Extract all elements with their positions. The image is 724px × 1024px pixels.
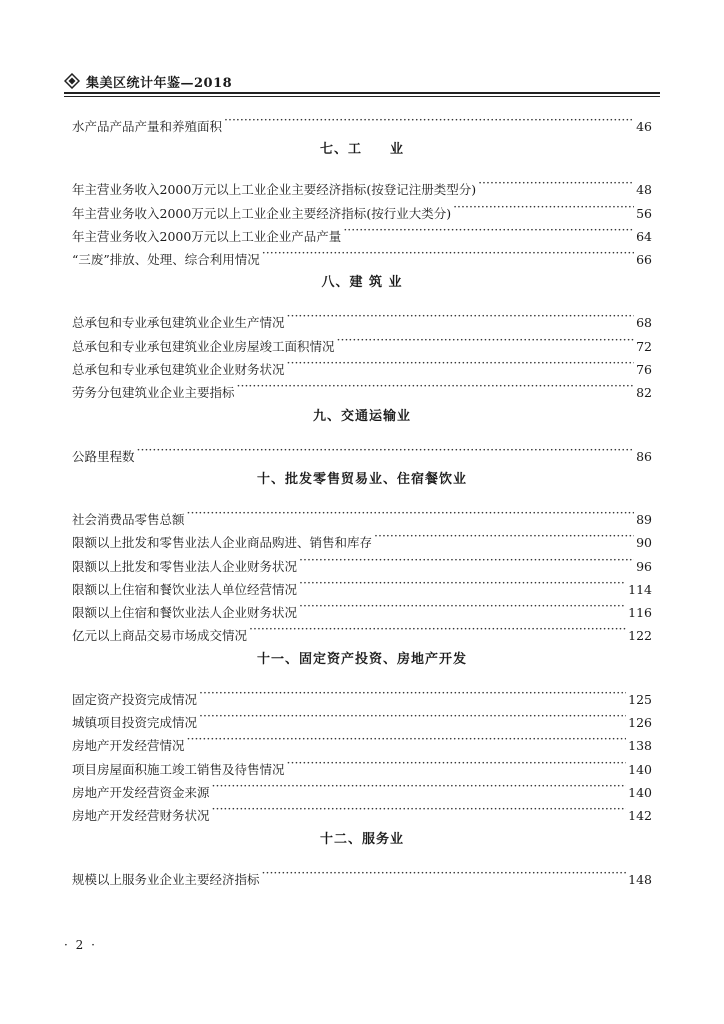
table-of-contents — [72, 108, 652, 887]
dot-leader — [343, 218, 634, 241]
toc-entry[interactable] — [72, 861, 652, 887]
toc-entry-page: 56 — [636, 205, 652, 221]
toc-entry-page: 148 — [628, 871, 652, 887]
section-heading: 九、交通运输业 — [312, 408, 411, 424]
toc-entry-label: 劳务分包建筑业企业主要指标 — [72, 385, 235, 401]
toc-entry-page: 140 — [628, 784, 652, 800]
toc-entry-label: 社会消费品零售总额 — [72, 511, 185, 527]
dot-leader — [478, 171, 634, 194]
diamond-logo-icon — [64, 73, 80, 89]
dot-leader — [287, 751, 627, 774]
toc-entry-label: 亿元以上商品交易市场成交情况 — [72, 628, 248, 644]
toc-entry[interactable] — [72, 108, 652, 134]
section-heading: 十、批发零售贸易业、住宿餐饮业 — [256, 471, 467, 487]
toc-entry-label: 总承包和专业承包建筑业企业生产情况 — [72, 315, 285, 331]
header-rule — [64, 92, 660, 94]
toc-entry-page: 72 — [636, 338, 652, 354]
dot-leader — [299, 571, 626, 594]
toc-entry-label: 水产品产品产量和养殖面积 — [72, 119, 223, 134]
section-heading: 八、建 筑 业 — [321, 275, 403, 291]
toc-entry-page: 90 — [636, 535, 652, 551]
page-header — [64, 70, 660, 92]
toc-entry-page: 86 — [636, 448, 652, 464]
dot-leader — [299, 594, 626, 617]
toc-entry-page: 46 — [636, 119, 652, 134]
page-number: · 2 · — [64, 938, 97, 952]
dot-leader — [287, 351, 635, 374]
dot-leader — [453, 195, 634, 218]
toc-entry-label: 项目房屋面积施工竣工销售及待售情况 — [72, 761, 285, 777]
toc-entry-label: 房地产开发经营情况 — [72, 738, 185, 754]
toc-entry-page: 142 — [628, 808, 652, 824]
header-rule-thin — [64, 96, 660, 97]
dot-leader — [187, 727, 627, 750]
toc-entry-page: 125 — [628, 691, 652, 707]
dot-leader — [199, 681, 626, 704]
toc-entry-label: 总承包和专业承包建筑业企业房屋竣工面积情况 — [72, 338, 335, 354]
toc-entry-label: 固定资产投资完成情况 — [72, 691, 198, 707]
toc-entry-label: 公路里程数 — [72, 448, 135, 464]
toc-entry-page: 64 — [636, 228, 652, 244]
dot-leader — [262, 861, 627, 884]
dot-leader — [287, 304, 635, 327]
dot-leader — [249, 617, 626, 640]
toc-entry-page: 48 — [636, 182, 652, 198]
toc-entry-label: 限额以上住宿和餐饮业法人单位经营情况 — [72, 581, 298, 597]
dot-leader — [374, 524, 634, 547]
toc-entry-label: 限额以上批发和零售业法人企业商品购进、销售和库存 — [72, 535, 373, 551]
toc-entry-label: “三废”排放、处理、综合利用情况 — [72, 252, 260, 268]
toc-entry[interactable] — [72, 438, 652, 464]
toc-entry[interactable] — [72, 304, 652, 331]
toc-entry-label: 限额以上批发和零售业法人企业财务状况 — [72, 558, 298, 574]
toc-entry-page: 66 — [636, 252, 652, 268]
dot-leader — [187, 501, 635, 524]
toc-entry-label: 房地产开发经营财务状况 — [72, 808, 210, 824]
section-heading: 十一、固定资产投资、房地产开发 — [256, 651, 467, 667]
toc-entry-label: 规模以上服务业企业主要经济指标 — [72, 871, 260, 887]
toc-entry-label: 限额以上住宿和餐饮业法人企业财务状况 — [72, 605, 298, 621]
toc-entry-page: 82 — [636, 385, 652, 401]
section-heading: 七、工 业 — [319, 142, 404, 158]
toc-entry-page: 96 — [636, 558, 652, 574]
dot-leader — [299, 548, 634, 571]
dot-leader — [224, 108, 634, 131]
toc-entry-page: 76 — [636, 362, 652, 378]
dot-leader — [212, 797, 627, 820]
section-heading: 十二、服务业 — [319, 831, 404, 847]
toc-entry-page: 89 — [636, 511, 652, 527]
dot-leader — [137, 438, 635, 461]
toc-entry[interactable] — [72, 501, 652, 527]
toc-entry-label: 房地产开发经营资金来源 — [72, 784, 210, 800]
toc-entry-page: 114 — [628, 581, 652, 597]
toc-entry-page: 116 — [628, 605, 652, 621]
dot-leader — [199, 704, 626, 727]
dot-leader — [337, 328, 635, 351]
dot-leader — [212, 774, 627, 797]
toc-entry-page: 138 — [628, 738, 652, 754]
toc-entry[interactable] — [72, 171, 652, 198]
toc-entry-page: 126 — [628, 715, 652, 731]
toc-entry-page: 140 — [628, 761, 652, 777]
dot-leader — [237, 374, 635, 397]
toc-entry-label: 年主营业务收入2000万元以上工业企业主要经济指标(按行业大类分) — [72, 205, 452, 221]
toc-entry[interactable] — [72, 681, 652, 707]
toc-entry-label: 年主营业务收入2000万元以上工业企业主要经济指标(按登记注册类型分) — [72, 182, 477, 198]
toc-entry-page: 68 — [636, 315, 652, 331]
toc-entry-label: 年主营业务收入2000万元以上工业企业产品产量 — [72, 228, 342, 244]
dot-leader — [262, 241, 634, 264]
yearbook-title: 集美区统计年鉴—2018 — [86, 75, 233, 91]
toc-entry-label: 总承包和专业承包建筑业企业财务状况 — [72, 362, 285, 378]
toc-entry-page: 122 — [628, 628, 652, 644]
toc-entry-label: 城镇项目投资完成情况 — [72, 715, 198, 731]
